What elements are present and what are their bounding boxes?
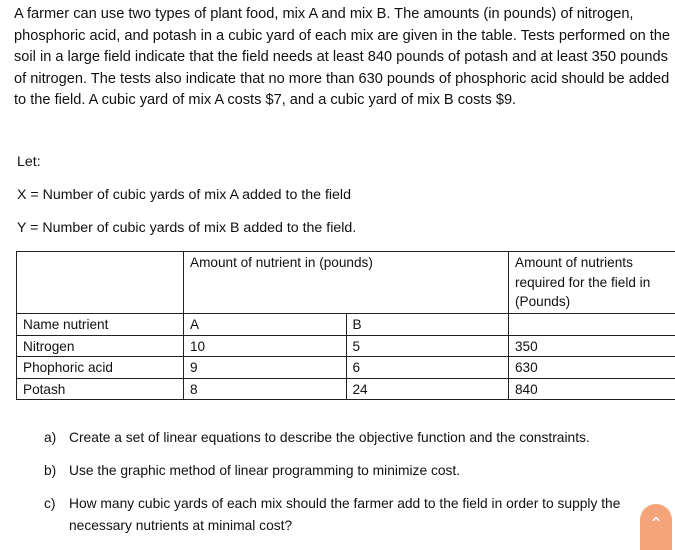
let-label: Let: [17, 153, 41, 171]
table-cell-a: 10 [184, 335, 347, 357]
question-b [44, 460, 649, 482]
question-label: a) [44, 427, 69, 449]
table-cell-b: 5 [346, 335, 509, 357]
table-cell-name: Nitrogen [17, 335, 184, 357]
table-cell-required [509, 314, 675, 336]
table-cell-a: A [184, 314, 347, 336]
table-header-amount: Amount of nutrient in (pounds) [184, 252, 509, 314]
question-text: How many cubic yards of each mix should the farmer add to the field in order to supply the necessary nutrients at minimal cost? [69, 493, 649, 537]
table-row [17, 378, 675, 400]
x-definition: X = Number of cubic yards of mix A added to the field [17, 186, 351, 204]
table-cell-name: Name nutrient [17, 314, 184, 336]
table-cell-b: 6 [346, 357, 509, 379]
table-cell-b: 24 [346, 378, 509, 400]
table-cell-b: B [346, 314, 509, 336]
nutrient-table [16, 251, 675, 400]
table-row [17, 314, 675, 336]
table-row [17, 357, 675, 379]
question-label: b) [44, 460, 69, 482]
table-header-required: Amount of nutrients required for the field in (Pounds) [509, 252, 675, 314]
table-cell-a: 9 [184, 357, 347, 379]
table-cell-required: 350 [509, 335, 675, 357]
table-cell-a: 8 [184, 378, 347, 400]
question-text: Use the graphic method of linear programming to minimize cost. [69, 460, 649, 482]
question-a [44, 427, 649, 449]
table-cell-name: Potash [17, 378, 184, 400]
y-definition: Y = Number of cubic yards of mix B added to the field. [17, 219, 356, 237]
table-row [17, 335, 675, 357]
table-cell-name: Phophoric acid [17, 357, 184, 379]
scroll-up-button[interactable] [640, 504, 672, 550]
question-c [44, 493, 649, 537]
chevron-up-icon: ⌃ [648, 514, 663, 534]
table-cell-required: 840 [509, 378, 675, 400]
table-cell-required: 630 [509, 357, 675, 379]
question-text: Create a set of linear equations to describe the objective function and the constraints. [69, 427, 649, 449]
table-header-row [17, 252, 675, 314]
question-label: c) [44, 493, 69, 515]
table-header-empty [17, 252, 184, 314]
problem-statement: A farmer can use two types of plant food, mix A and mix B. The amounts (in pounds) of nitrogen, phosphoric acid, and potash in a cubic yard of each mix are given in the table. Tests performed on the soil in a large field indicate that the field needs at least 840 pounds of potash and at least 350 pounds of nitrogen. The tests also indicate that no more than 630 pounds of phosphoric acid should be added to the field. A cubic yard of mix A costs $7, and a cubic yard of mix B costs $9. [14, 4, 674, 112]
